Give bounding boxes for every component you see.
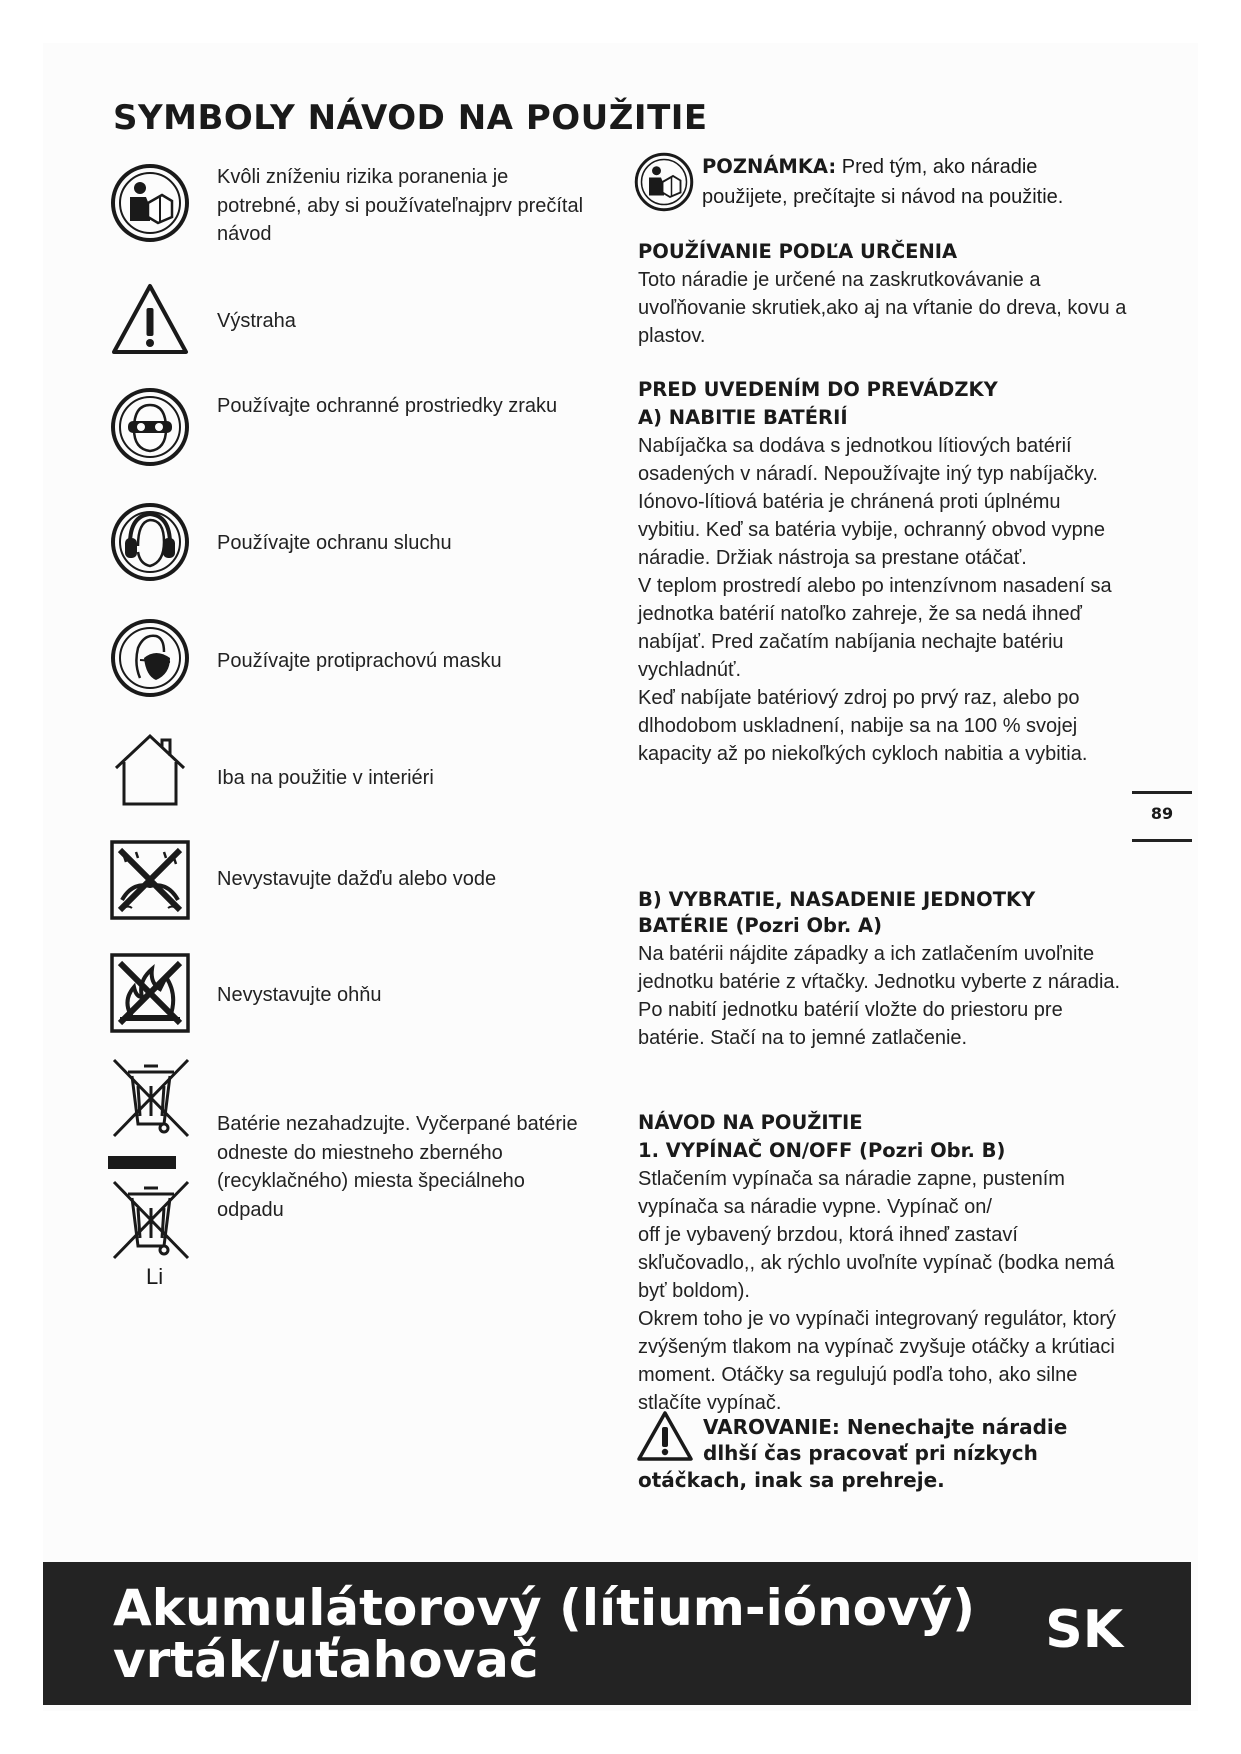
product-title-line2: vrták/uťahovač xyxy=(113,1631,539,1689)
charging-subheading: A) NABITIE BATÉRIÍ xyxy=(638,406,848,429)
page-number-tab xyxy=(1132,791,1192,842)
battery-section xyxy=(638,886,1128,1052)
instructions-heading: NÁVOD NA POUŽITIE xyxy=(638,1111,863,1134)
switch-paragraph: Stlačením vypínača sa náradie zapne, pustením vypínača sa náradie vypne. Vypínač on/ xyxy=(638,1168,1065,1218)
language-code: SK xyxy=(1045,1600,1123,1660)
warning-text-line1: VAROVANIE: Nenechajte náradie xyxy=(703,1415,1068,1439)
charging-paragraph: Nabíjačka sa dodáva s jednotkou lítiových batérií osadených v náradí. Nepoužívajte iný typ nabíjačky. xyxy=(638,435,1098,485)
battery-heading-line2: BATÉRIE (Pozri Obr. A) xyxy=(638,914,883,937)
intended-use-heading: POUŽÍVANIE PODĽA URČENIA xyxy=(638,240,958,263)
symbol-text-dust-mask: Používajte protiprachovú masku xyxy=(217,650,502,672)
intended-use-section xyxy=(638,238,1128,350)
before-use-heading: PRED UVEDENÍM DO PREVÁDZKY xyxy=(638,378,998,401)
indoor-use-house-icon xyxy=(110,728,190,808)
symbol-text-no-fire: Nevystavujte ohňu xyxy=(217,984,382,1006)
note-text: Pred tým, ako náradie použijete, prečítajte si návod na použitie. xyxy=(702,156,1064,208)
lithium-label: Li xyxy=(146,1264,164,1289)
symbol-text-warning: Výstraha xyxy=(217,310,296,332)
footer-banner xyxy=(43,1562,1191,1705)
warning-triangle-icon xyxy=(636,1410,694,1462)
instructions-section xyxy=(638,1109,1128,1417)
eye-protection-icon xyxy=(110,387,190,467)
no-rain-icon xyxy=(110,840,190,920)
switch-paragraph: off je vybavený brzdou, ktorá ihneď zastaví skľučovadlo,, ak rýchlo uvoľníte vypínač (bodka nemá byť boldom). xyxy=(638,1224,1115,1302)
page-title: SYMBOLY NÁVOD NA POUŽITIE xyxy=(113,98,708,138)
charging-paragraph: Keď nabíjate batériový zdroj po prvý raz, alebo po dlhodobom uskladnení, nabije sa na 100 % svojej kapacity až po niekoľkých cykloch nabitia a vybitia. xyxy=(638,687,1088,765)
product-title-line1: Akumulátorový (lítium-iónový) xyxy=(113,1579,976,1637)
switch-subheading: 1. VYPÍNAČ ON/OFF (Pozri Obr. B) xyxy=(638,1139,1006,1162)
read-manual-icon xyxy=(634,152,694,212)
battery-heading-line1: B) VYBRATIE, NASADENIE JEDNOTKY xyxy=(638,888,1036,911)
no-fire-icon xyxy=(110,953,190,1033)
warning-text-line3: otáčkach, inak sa prehreje. xyxy=(638,1468,945,1492)
warning-text-line2: dlhší čas pracovať pri nízkych xyxy=(703,1441,1038,1465)
crossed-bin-icon xyxy=(108,1052,194,1292)
battery-text: Na batérii nájdite západky a ich zatlačením uvoľnite jednotku batérie z vŕtačky. Jednotku vyberte z náradia. Po nabití jednotku batérií vložte do priestoru pre batérie. Stačí na to jemné zatlačenie. xyxy=(638,943,1121,1049)
symbol-text-eye-protection: Používajte ochranné prostriedky zraku xyxy=(217,395,558,417)
before-use-section xyxy=(638,376,1128,768)
ear-protection-icon xyxy=(110,502,190,582)
charging-paragraph: V teplom prostredí alebo po intenzívnom nasadení sa jednotka batérií natoľko zahreje, že sa nedá ihneď nabíjať. Pred začatím nabíjania nechajte batériu vychladnúť. xyxy=(638,575,1112,681)
switch-paragraph: Okrem toho je vo vypínači integrovaný regulátor, ktorý zvýšeným tlakom na vypínač zvyšuje otáčky a krútiaci moment. Otáčky sa regulujú podľa toho, ako silne stlačíte vypínač. xyxy=(638,1308,1117,1414)
dust-mask-icon xyxy=(110,618,190,698)
symbol-text-battery-disposal: Batérie nezahadzujte. Vyčerpané batérie odneste do miestneho zberného (recyklačného) miesta špeciálneho odpadu xyxy=(217,1113,578,1221)
symbol-text-indoor-use: Iba na použitie v interiéri xyxy=(217,767,434,789)
symbol-text-read-manual: Kvôli zníženiu rizika poranenia je potrebné, aby si používateľnajprv prečítal návod xyxy=(217,166,584,245)
note xyxy=(702,152,1122,212)
symbol-text-ear-protection: Používajte ochranu sluchu xyxy=(217,532,452,554)
warning-triangle-icon xyxy=(110,280,190,360)
note-label: POZNÁMKA: xyxy=(702,155,837,178)
charging-paragraph: Iónovo-lítiová batéria je chránená proti úplnému vybitiu. Keď sa batéria vybije, ochranný obvod vypne náradie. Držiak nástroja sa prestane otáčať. xyxy=(638,491,1106,569)
product-title xyxy=(113,1579,976,1689)
page-number: 89 xyxy=(1150,804,1174,823)
read-manual-icon xyxy=(110,163,190,243)
symbol-text-no-rain: Nevystavujte dažďu alebo vode xyxy=(217,868,497,890)
intended-use-text: Toto náradie je určené na zaskrutkovávanie a uvoľňovanie skrutiek,ako aj na vŕtanie do dreva, kovu a plastov. xyxy=(638,269,1127,347)
